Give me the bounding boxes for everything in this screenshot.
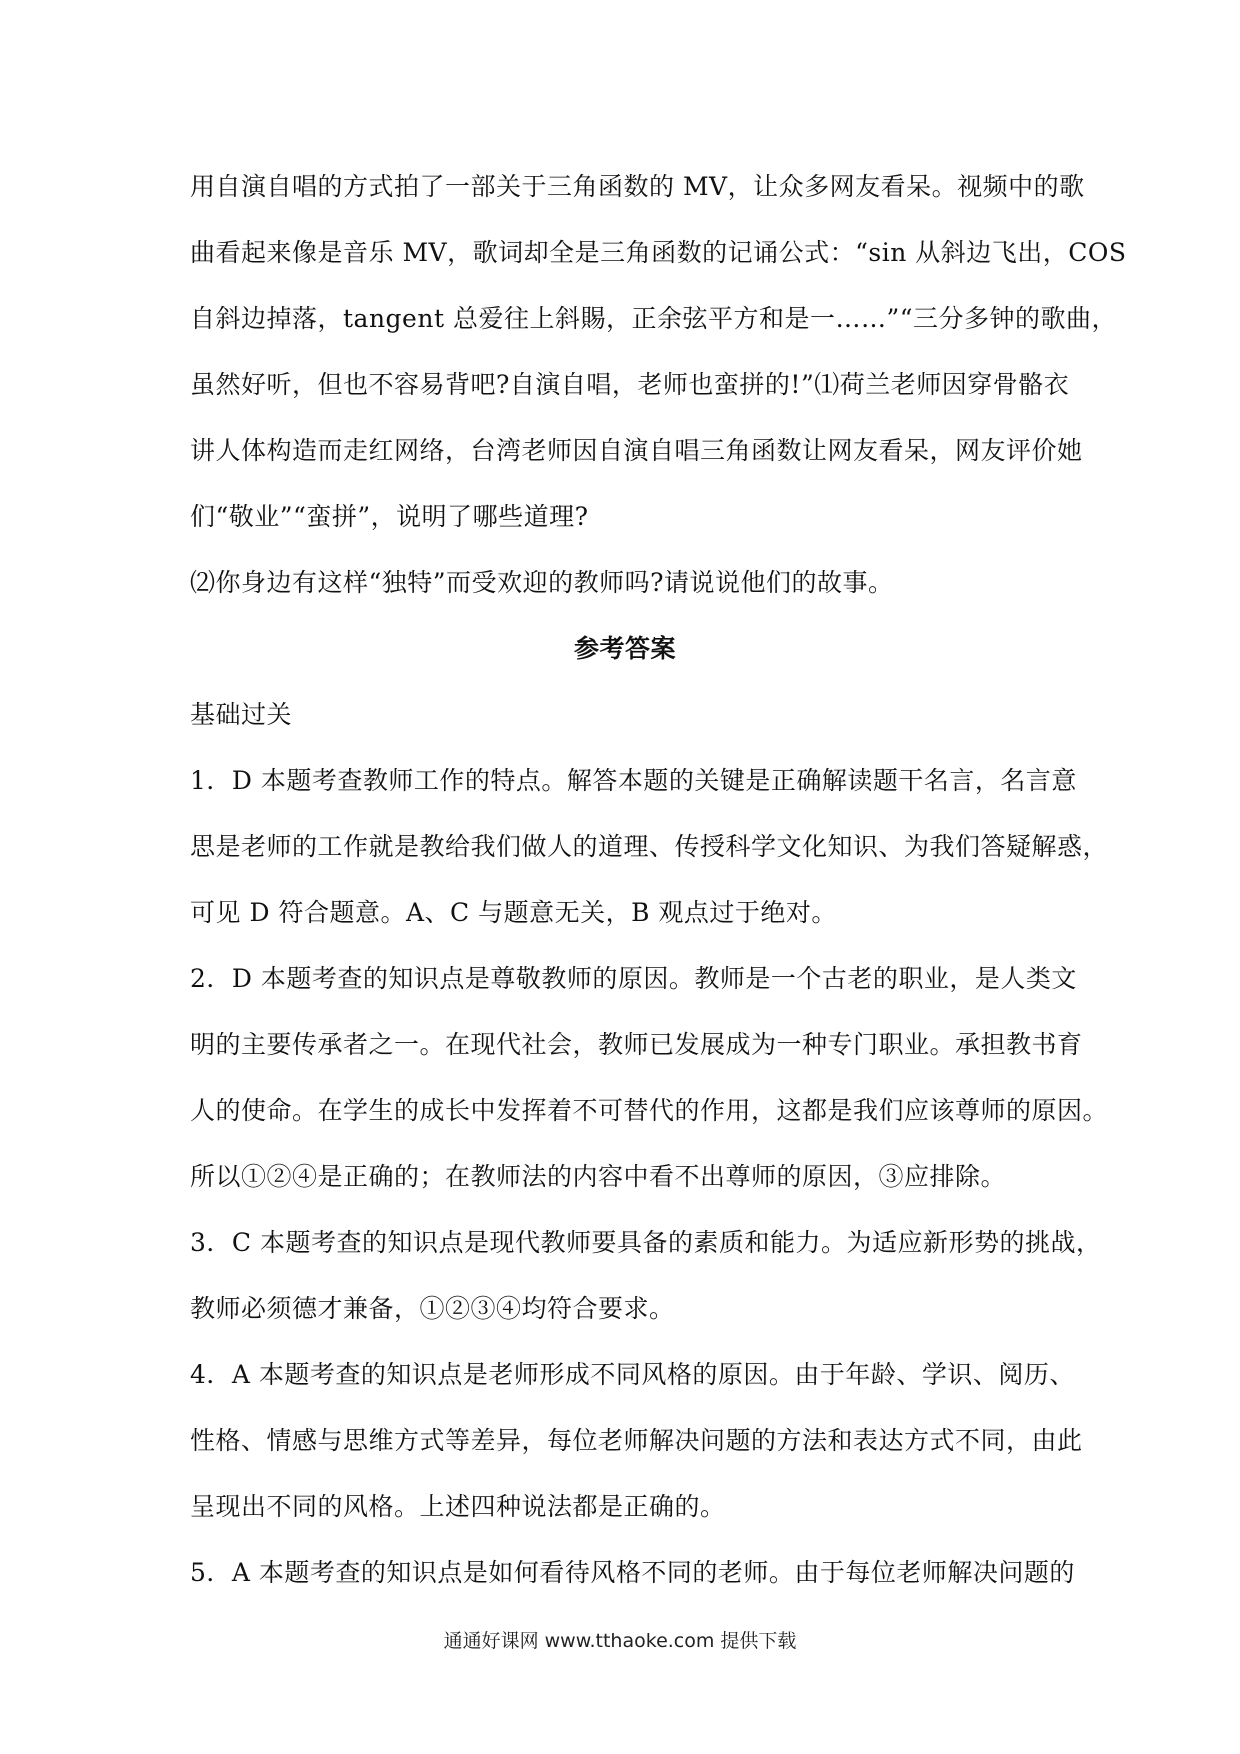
question-line: 们“敬业”“蛮拼”，说明了哪些道理? <box>190 502 589 531</box>
question-line: 用自演自唱的方式拍了一部关于三角函数的 MV，让众多网友看呆。视频中的歌 <box>190 172 1085 201</box>
answer-line: 教师必须德才兼备，①②③④均符合要求。 <box>190 1294 675 1323</box>
answer-line: 明的主要传承者之一。在现代社会，教师已发展成为一种专门职业。承担教书育 <box>190 1030 1083 1059</box>
answer-line: 3．C 本题考查的知识点是现代教师要具备的素质和能力。为适应新形势的挑战， <box>190 1228 1102 1257</box>
question-line: 曲看起来像是音乐 MV，歌词却全是三角函数的记诵公式：“sin 从斜边飞出，COS <box>190 238 1127 267</box>
answer-line: 人的使命。在学生的成长中发挥着不可替代的作用，这都是我们应该尊师的原因。 <box>190 1096 1109 1125</box>
answer-line: 可见 D 符合题意。A、C 与题意无关，B 观点过于绝对。 <box>190 898 837 927</box>
question-line: 虽然好听，但也不容易背吧?自演自唱，老师也蛮拼的!”⑴荷兰老师因穿骨骼衣 <box>190 370 1070 399</box>
question-line: ⑵你身边有这样“独特”而受欢迎的教师吗?请说说他们的故事。 <box>190 568 894 597</box>
answer-line: 呈现出不同的风格。上述四种说法都是正确的。 <box>190 1492 726 1521</box>
answer-title: 参考答案 <box>573 634 676 663</box>
answer-line: 1．D 本题考查教师工作的特点。解答本题的关键是正确解读题干名言，名言意 <box>190 766 1077 795</box>
answer-line: 4．A 本题考查的知识点是老师形成不同风格的原因。由于年龄、学识、阅历、 <box>190 1360 1075 1389</box>
section-title: 基础过关 <box>190 700 293 729</box>
question-line: 自斜边掉落，tangent 总爱往上斜賜，正余弦平方和是一……”“三分多钟的歌曲， <box>190 304 1118 333</box>
answer-line: 5．A 本题考查的知识点是如何看待风格不同的老师。由于每位老师解决问题的 <box>190 1558 1075 1587</box>
answer-line: 思是老师的工作就是教给我们做人的道理、传授科学文化知识、为我们答疑解惑， <box>190 832 1109 861</box>
question-line: 讲人体构造而走红网络，台湾老师因自演自唱三角函数让网友看呆，网友评价她 <box>190 436 1083 465</box>
page-footer: 通通好课网 www.tthaoke.com 提供下载 <box>443 1630 797 1652</box>
page-content <box>190 165 1127 1617</box>
answer-line: 性格、情感与思维方式等差异，每位老师解决问题的方法和表达方式不同，由此 <box>190 1426 1083 1455</box>
answer-line: 所以①②④是正确的；在教师法的内容中看不出尊师的原因，③应排除。 <box>190 1162 1007 1191</box>
answer-line: 2．D 本题考查的知识点是尊敬教师的原因。教师是一个古老的职业，是人类文 <box>190 964 1077 993</box>
